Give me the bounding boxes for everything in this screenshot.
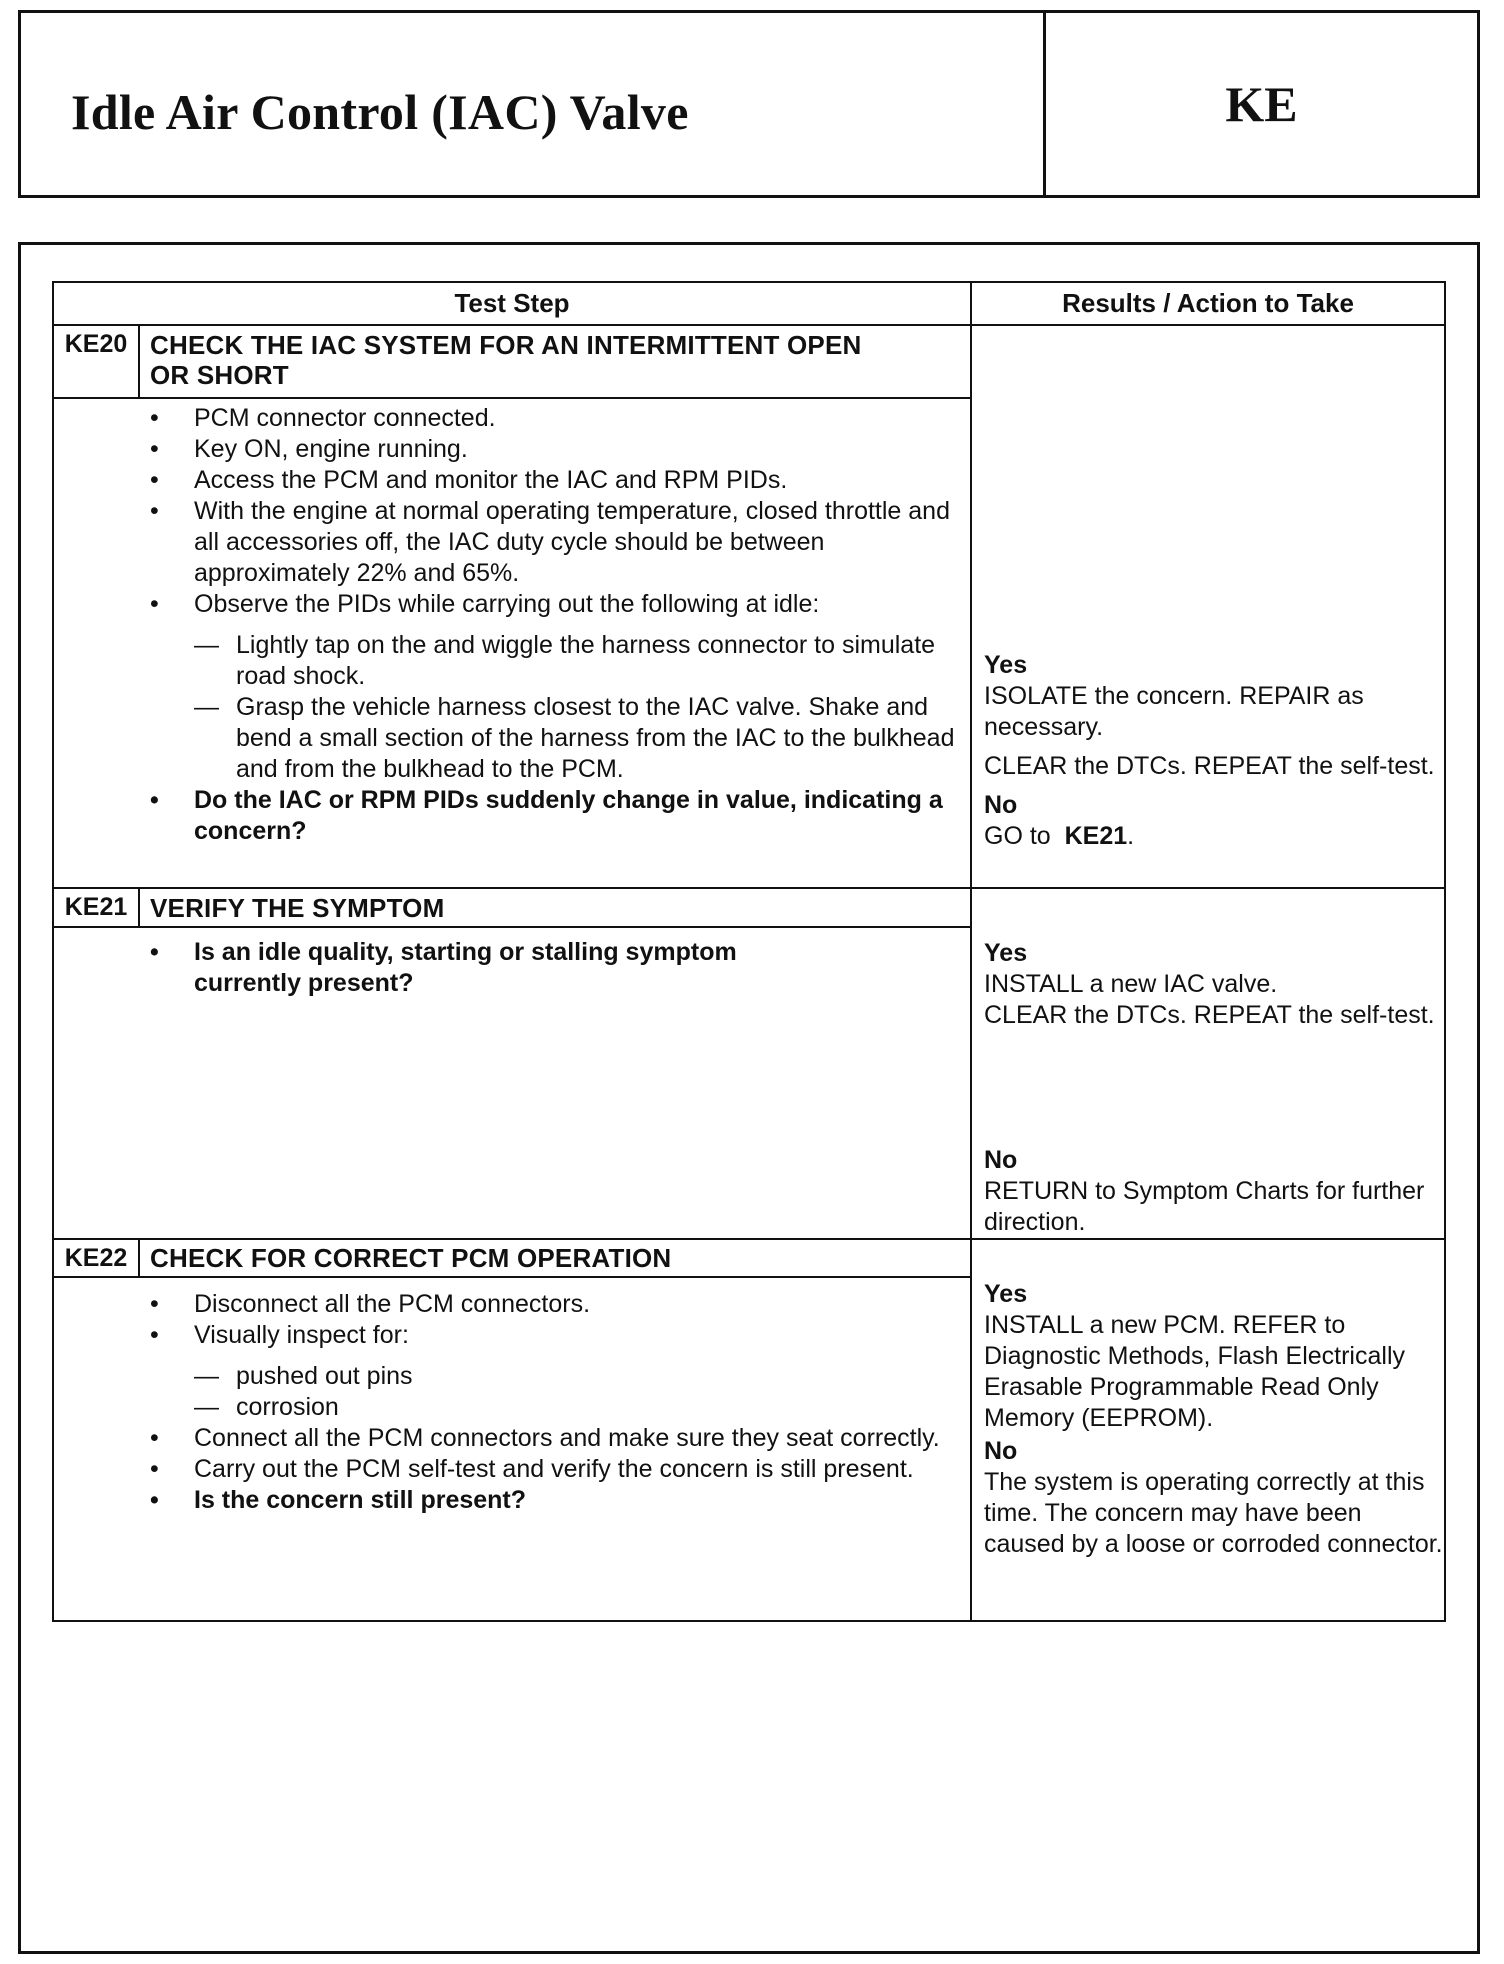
step-id-ke21: KE21 [64, 893, 128, 921]
list-item: • With the engine at normal operating temperature, closed throttle and all accessories off, the IAC duty cycle should be between approximately 22% and 65%. [150, 497, 950, 587]
diagnostic-table [52, 281, 1446, 1622]
step-title-ke22: CHECK FOR CORRECT PCM OPERATION [150, 1243, 672, 1273]
step-question: • Is an idle quality, starting or stalling symptom currently present? [150, 938, 737, 997]
list-item: • Carry out the PCM self-test and verify the concern is still present. [150, 1455, 914, 1483]
step-question: • Is the concern still present? [150, 1486, 527, 1514]
result-ke20 [984, 650, 1446, 852]
sub-item: — Grasp the vehicle harness closest to the IAC valve. Shake and bend a small section of the harness from the IAC to the bulkhead and from the bulkhead to the PCM. [194, 693, 955, 783]
step-title-rule [54, 397, 970, 399]
yes-action: INSTALL a new IAC valve. [984, 970, 1278, 998]
step-reference: KE21 [1064, 822, 1128, 850]
sub-item: — corrosion [194, 1393, 339, 1421]
list-item: • Observe the PIDs while carrying out the following at idle: [150, 590, 820, 618]
step-title-ke21: VERIFY THE SYMPTOM [150, 893, 445, 923]
no-label: No [984, 1437, 1018, 1465]
sub-item: — pushed out pins [194, 1362, 413, 1390]
header-box [18, 10, 1480, 198]
no-label: No [984, 1146, 1018, 1174]
list-item: • Visually inspect for: [150, 1321, 409, 1349]
header-rule [54, 324, 1444, 326]
sub-item: — Lightly tap on the and wiggle the harness connector to simulate road shock. [194, 631, 936, 690]
step-id-ke22: KE22 [64, 1243, 128, 1272]
yes-action: ISOLATE the concern. REPAIR as necessary. [984, 682, 1364, 741]
section-code: KE [1225, 76, 1298, 132]
step-id-divider [138, 1238, 140, 1276]
step-question: • Do the IAC or RPM PIDs suddenly change in value, indicating a concern? [150, 786, 943, 845]
step-body-ke21 [150, 937, 850, 999]
result-ke22-no [984, 1436, 1446, 1560]
list-item: • Key ON, engine running. [150, 435, 468, 463]
step-body-ke22 [150, 1289, 970, 1516]
yes-label: Yes [984, 651, 1028, 679]
yes-action: INSTALL a new PCM. REFER to Diagnostic Methods, Flash Electrically Erasable Programmable Read Only Memory (EEPROM). [984, 1311, 1405, 1432]
column-header-test-step: Test Step [454, 288, 570, 318]
yes-action: CLEAR the DTCs. REPEAT the self-test. [984, 752, 1435, 780]
yes-label: Yes [984, 939, 1028, 967]
no-label: No [984, 791, 1018, 819]
column-header-results: Results / Action to Take [1062, 288, 1354, 318]
list-item: • Connect all the PCM connectors and make sure they seat correctly. [150, 1424, 940, 1452]
step-rule [54, 1238, 1444, 1240]
step-body-ke20 [150, 403, 970, 847]
step-id-divider [138, 324, 140, 397]
result-ke21-yes [984, 938, 1446, 1031]
page-title: Idle Air Control (IAC) Valve [71, 84, 689, 140]
no-action: RETURN to Symptom Charts for further direction. [984, 1177, 1425, 1236]
list-item: • PCM connector connected. [150, 404, 496, 432]
yes-action: CLEAR the DTCs. REPEAT the self-test. [984, 1001, 1435, 1029]
step-title-line: CHECK THE IAC SYSTEM FOR AN INTERMITTENT OPEN [150, 330, 862, 360]
list-item: • Access the PCM and monitor the IAC and RPM PIDs. [150, 466, 788, 494]
step-title-rule [54, 926, 970, 928]
result-ke21-no [984, 1145, 1446, 1238]
column-divider [970, 283, 972, 1620]
no-action: The system is operating correctly at this time. The concern may have been caused by a loose or corroded connector. [984, 1468, 1443, 1558]
result-ke22-yes [984, 1279, 1446, 1434]
step-id-divider [138, 887, 140, 926]
list-item: • Disconnect all the PCM connectors. [150, 1290, 591, 1318]
no-action: GO to KE21. [984, 822, 1135, 850]
step-title-ke20 [150, 330, 960, 390]
yes-label: Yes [984, 1280, 1028, 1308]
step-title-rule [54, 1276, 970, 1278]
step-title-line: OR SHORT [150, 360, 289, 390]
step-rule [54, 887, 1444, 889]
step-id-ke20: KE20 [64, 329, 128, 358]
